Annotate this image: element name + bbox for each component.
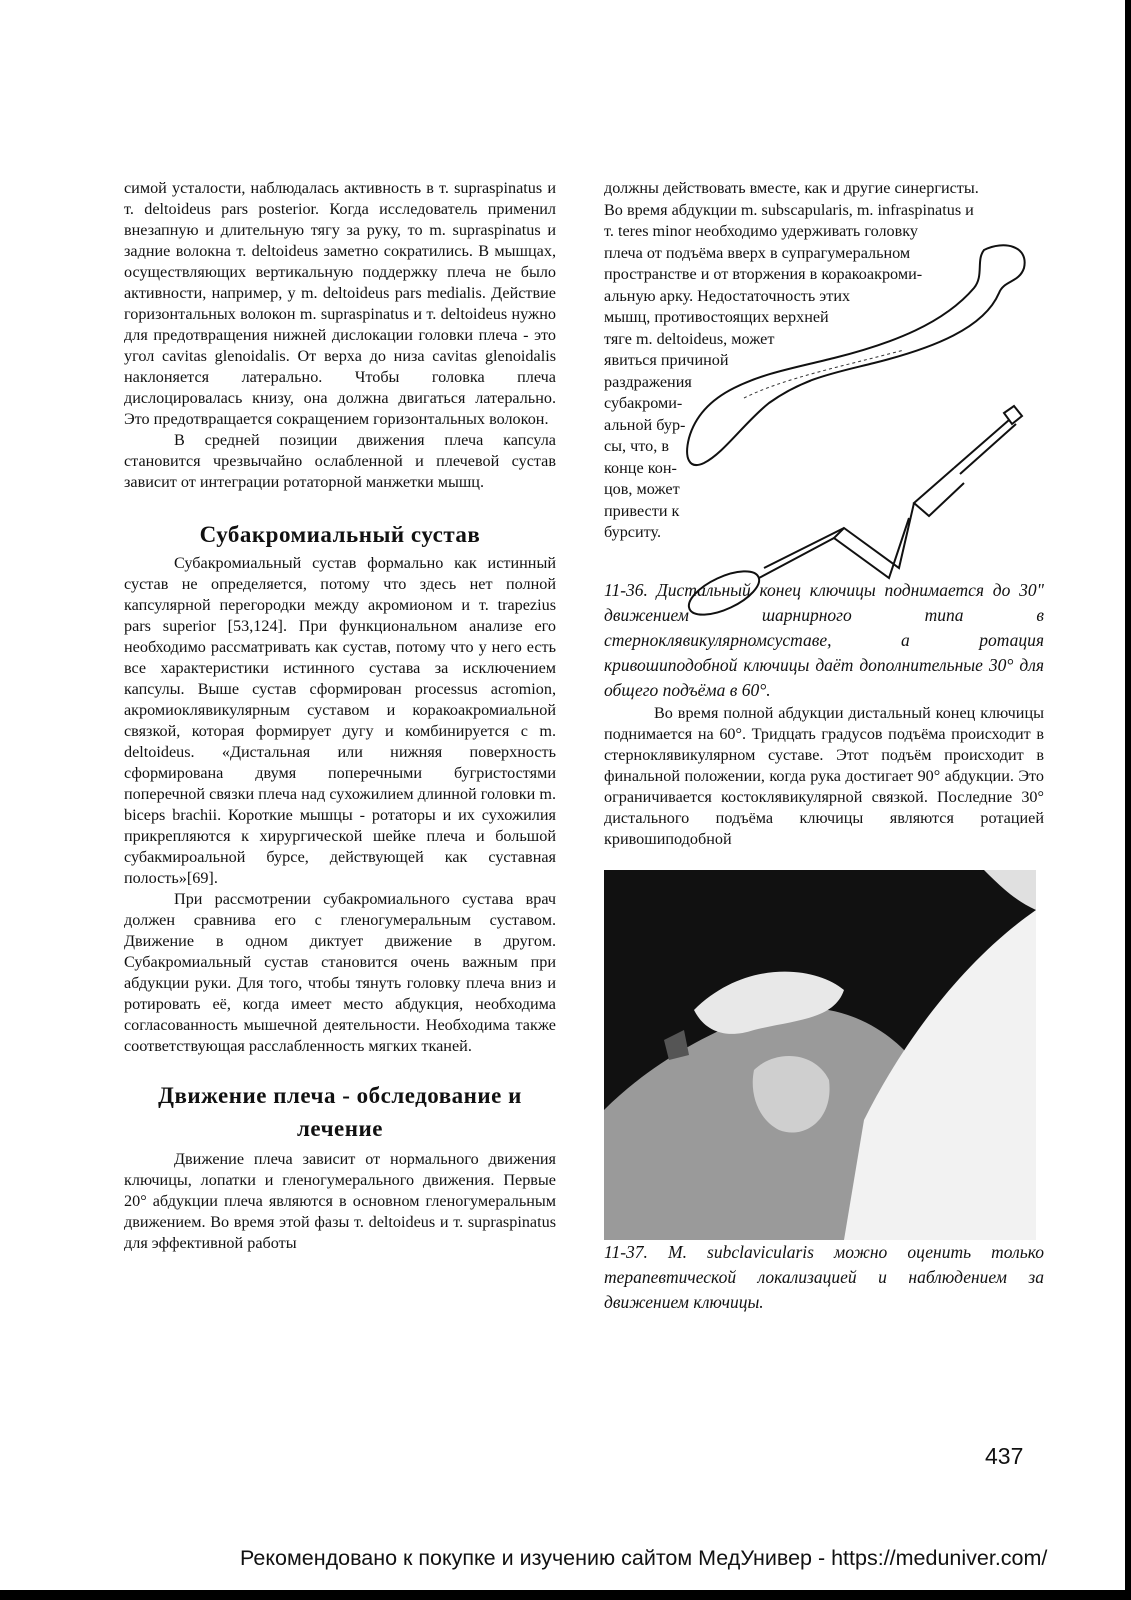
text-line: раздражения [604, 372, 692, 391]
text-line: мышц, противостоящих верхней [604, 308, 829, 326]
text-line: явиться причиной [604, 351, 729, 369]
footer-link-text[interactable]: Рекомендовано к покупке и изучению сайтом МедУнивер - https://meduniver.com/ [240, 1546, 1048, 1570]
figure-caption-11-37: 11-37. M. subclavicularis можно оценить только терапевтической локализацией и наблюдением за движением ключицы. [604, 1242, 1044, 1312]
text-line: альную арку. Недостаточность этих [604, 286, 851, 305]
text-line: цов, может [604, 480, 680, 498]
page-bottom-border [0, 1590, 1131, 1600]
right-column [604, 178, 1044, 1315]
photo-illustration [604, 870, 1036, 1240]
figure-caption-11-36: 11-36. Дистальный конец ключицы поднимается до 30" движением шарнирного типа в стерноклявикулярномсуставе, а ротация кривошиподобной ключицы даёт дополнительные 30° для общего подъёма в 60°. [604, 580, 1044, 700]
text-line: Во время абдукции m. subscapularis, m. infraspinatus и [604, 200, 974, 219]
heading-subacromial-joint: Субакромиальный сустав [199, 522, 481, 547]
paragraph-2: В средней позиции движения плеча капсула становится чрезвычайно ослабленной и плечевой сустав зависит от интеграции ротаторной манжетки мышц. [124, 431, 556, 491]
clavicle-crank-illustration [684, 238, 1074, 618]
photo-subclavicularis-examination [604, 870, 1036, 1240]
text-line: плеча от подъёма вверх в супрагумеральном [604, 243, 911, 262]
paragraph-3: Субакромиальный сустав формально как истинный сустав не определяется, потому что здесь нет полной капсулярной перегородки между акромионом и т. trapezius pars superior [53,124]. При функциональном анализе его необходимо рассматривать как сустав, потому что у него есть все характеристики истинного сустава за исключением капсулы. Выше сустав сформирован processus acromion, акромиоклявикулярным суставом и коракоакромиальной связкой, которая формирует дугу и комбинируется с m. deltoideus. «Дистальная или нижняя поверхность сформирована двумя поперечными бугристостями поперечной связки плеча над сухожилием длинной головки m. biceps brachii. Короткие мышцы - ротаторы и их сухожилия прикрепляются к хирургической шейке плеча и большой субакмироальной бурсе, действующей как суставная полость»[69]. [124, 554, 556, 887]
figure-11-36-area [604, 178, 1044, 578]
heading-shoulder-motion: Движение плеча - обследование и лечение [158, 1083, 522, 1141]
text-line: привести к [604, 501, 680, 520]
page-right-border [1125, 0, 1131, 1590]
left-column [124, 178, 556, 1254]
text-line: т. teres minor необходимо удерживать головку [604, 222, 919, 240]
text-line: должны действовать вместе, как и другие синергисты. [604, 179, 979, 197]
text-line: конце кон- [604, 458, 677, 477]
page-number: 437 [985, 1443, 1024, 1469]
text-line: пространстве и от вторжения в коракоакроми- [604, 265, 923, 283]
text-line: субакроми- [604, 394, 683, 412]
paragraph-4: При рассмотрении субакромиального сустава врач должен сравнива его с гленогумеральным суставом. Движение в одном диктует движение в другом. Субакромиальный сустав становится очень важным при абдукции руки. Для того, чтобы тянуть головку плеча вниз и ротировать её, когда имеет место абдукция, необходима согласованность мышечной деятельности. Необходима также соответствующая расслабленность мягких тканей. [124, 890, 556, 1055]
text-line: тяге m. deltoideus, может [604, 329, 775, 348]
clavicle-bone-shape [687, 245, 1025, 465]
paragraph-right-body: Во время полной абдукции дистальный конец ключицы поднимается на 60°. Тридцать градусов подъёма происходит в стерноклявикулярном суставе. Этот подъём происходит в финальной положении, когда рука достигает 90° абдукции. Это ограничивается костоклявикулярной связкой. Последние 30° дистального подъёма ключицы являются ротацией кривошиподобной [604, 704, 1044, 848]
text-line: сы, что, в [604, 437, 669, 455]
paragraph-5: Движение плеча зависит от нормального движения ключицы, лопатки и гленогумерального движения. Первые 20° абдукции плеча являются в основном гленогумеральным движением. Во время этой фазы т. deltoideus и т. supraspinatus для эффективной работы [124, 1150, 556, 1252]
text-line: альной бур- [604, 415, 686, 434]
paragraph-1: симой усталости, наблюдалась активность в т. supraspinatus и т. deltoideus pars posterior. Когда исследователь применил внезапную и длительную тягу за руку, то m. supraspinatus и задние волокна т. deltoideus заметно сократились. В мышцах, осуществляющих вертикальную поддержку плеча не было активности, например, у m. deltoideus pars medialis. Действие горизонтальных волокон m. supraspinatus и т. deltoideus нужно для предотвращения нижней дислокации головки плеча - это угол cavitas glenoidalis. От верха до низа cavitas glenoidalis наклоняется латерально. Чтобы головка плеча дислоцировалась книзу, она должна двигаться латерально. Это предотвращается сокращением горизонтальных волокон. [124, 179, 556, 428]
text-line: бурситу. [604, 523, 662, 541]
